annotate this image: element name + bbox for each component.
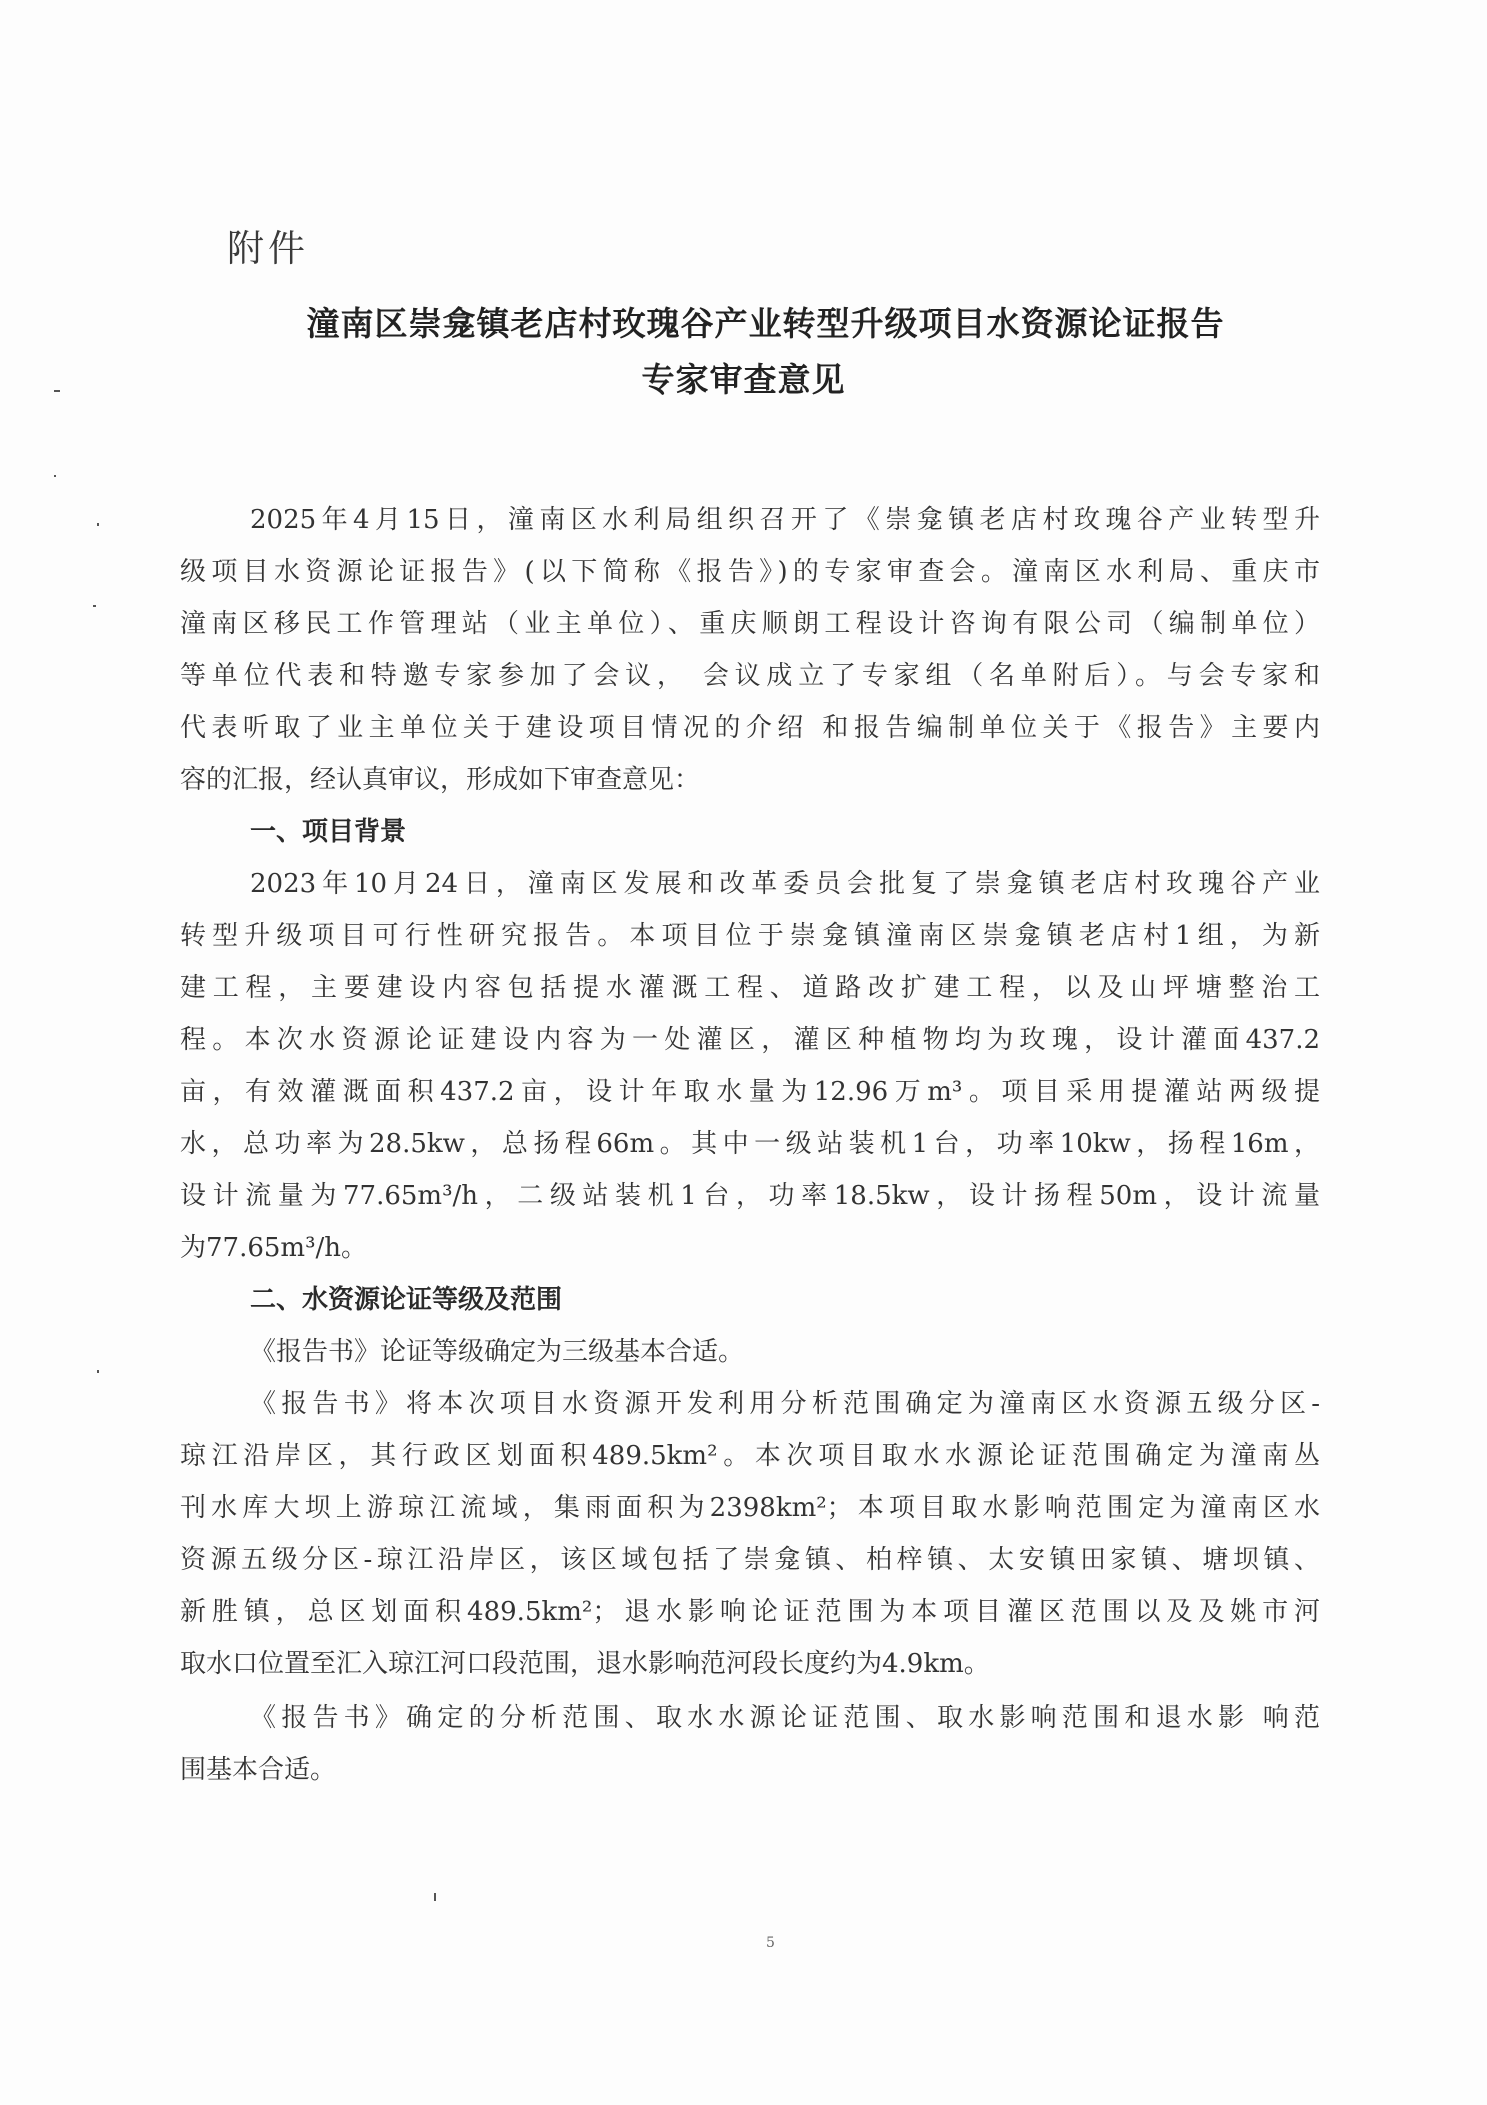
paragraph-line: 级项目水资源论证报告》(以下简称《报告》)的专家审查会。潼南区水利局、重庆市: [180, 557, 1320, 587]
paragraph-line: 围基本合适。: [180, 1755, 337, 1785]
paragraph-line: 新胜镇，总区划面积489.5km²；退水影响论证范围为本项目灌区范围以及及姚市河: [180, 1597, 1320, 1627]
scan-noise-mark: [434, 1893, 436, 1901]
paragraph-line: 资源五级分区-琼江沿岸区，该区域包括了崇龛镇、柏梓镇、太安镇田家镇、塘坝镇、: [180, 1545, 1320, 1575]
paragraph-line: 水，总功率为28.5kw，总扬程66m。其中一级站装机1台，功率10kw，扬程16m，: [180, 1129, 1320, 1159]
scan-noise-mark: [97, 523, 99, 526]
paragraph-line: 转型升级项目可行性研究报告。本项目位于崇龛镇潼南区崇龛镇老店村1组，为新: [180, 921, 1320, 951]
paragraph-line: 建工程，主要建设内容包括提水灌溉工程、道路改扩建工程，以及山坪塘整治工: [180, 973, 1320, 1003]
section-heading: 二、水资源论证等级及范围: [250, 1285, 563, 1315]
document-title: 潼南区崇龛镇老店村玫瑰谷产业转型升级项目水资源论证报告: [306, 304, 1225, 343]
attachment-label: 附件: [227, 227, 309, 270]
scan-noise-mark: [54, 475, 56, 477]
page-number: 5: [766, 1935, 775, 1951]
paragraph-line: 《报告书》论证等级确定为三级基本合适。: [250, 1337, 745, 1367]
paragraph-line: 《报告书》将本次项目水资源开发利用分析范围确定为潼南区水资源五级分区-: [250, 1389, 1320, 1419]
paragraph-line: 代表听取了业主单位关于建设项目情况的介绍 和报告编制单位关于《报告》主要内: [180, 713, 1320, 743]
paragraph-line: 等单位代表和特邀专家参加了会议， 会议成立了专家组（名单附后）。与会专家和: [180, 661, 1320, 691]
paragraph-line: 2023年10月24日，潼南区发展和改革委员会批复了崇龛镇老店村玫瑰谷产业: [250, 869, 1320, 899]
paragraph-line: 设计流量为77.65m³/h，二级站装机1台，功率18.5kw，设计扬程50m，设计流量: [180, 1181, 1320, 1211]
paragraph-line: 取水口位置至汇入琼江河口段范围，退水影响范河段长度约为4.9km。: [180, 1649, 990, 1679]
paragraph-line: 程。本次水资源论证建设内容为一处灌区，灌区种植物均为玫瑰，设计灌面437.2: [180, 1025, 1320, 1055]
paragraph-line: 为77.65m³/h。: [180, 1233, 368, 1263]
paragraph-line: 潼南区移民工作管理站（业主单位）、重庆顺朗工程设计咨询有限公司（编制单位）: [180, 609, 1320, 639]
scan-noise-mark: [97, 1370, 99, 1373]
paragraph-line: 刊水库大坝上游琼江流域，集雨面积为2398km²；本项目取水影响范围定为潼南区水: [180, 1493, 1320, 1523]
paragraph-line: 亩，有效灌溉面积437.2亩，设计年取水量为12.96万m³。项目采用提灌站两级提: [180, 1077, 1320, 1107]
document-subtitle: 专家审查意见: [641, 360, 846, 399]
scan-noise-mark: [93, 605, 96, 607]
section-heading: 一、项目背景: [250, 817, 407, 847]
paragraph-line: 2025年4月15日，潼南区水利局组织召开了《崇龛镇老店村玫瑰谷产业转型升: [250, 505, 1320, 535]
paragraph-line: 《报告书》确定的分析范围、取水水源论证范围、取水影响范围和退水影 响范: [250, 1703, 1320, 1733]
paragraph-line: 容的汇报，经认真审议，形成如下审查意见：: [180, 765, 701, 795]
paragraph-line: 琼江沿岸区，其行政区划面积489.5km²。本次项目取水水源论证范围确定为潼南丛: [180, 1441, 1320, 1471]
